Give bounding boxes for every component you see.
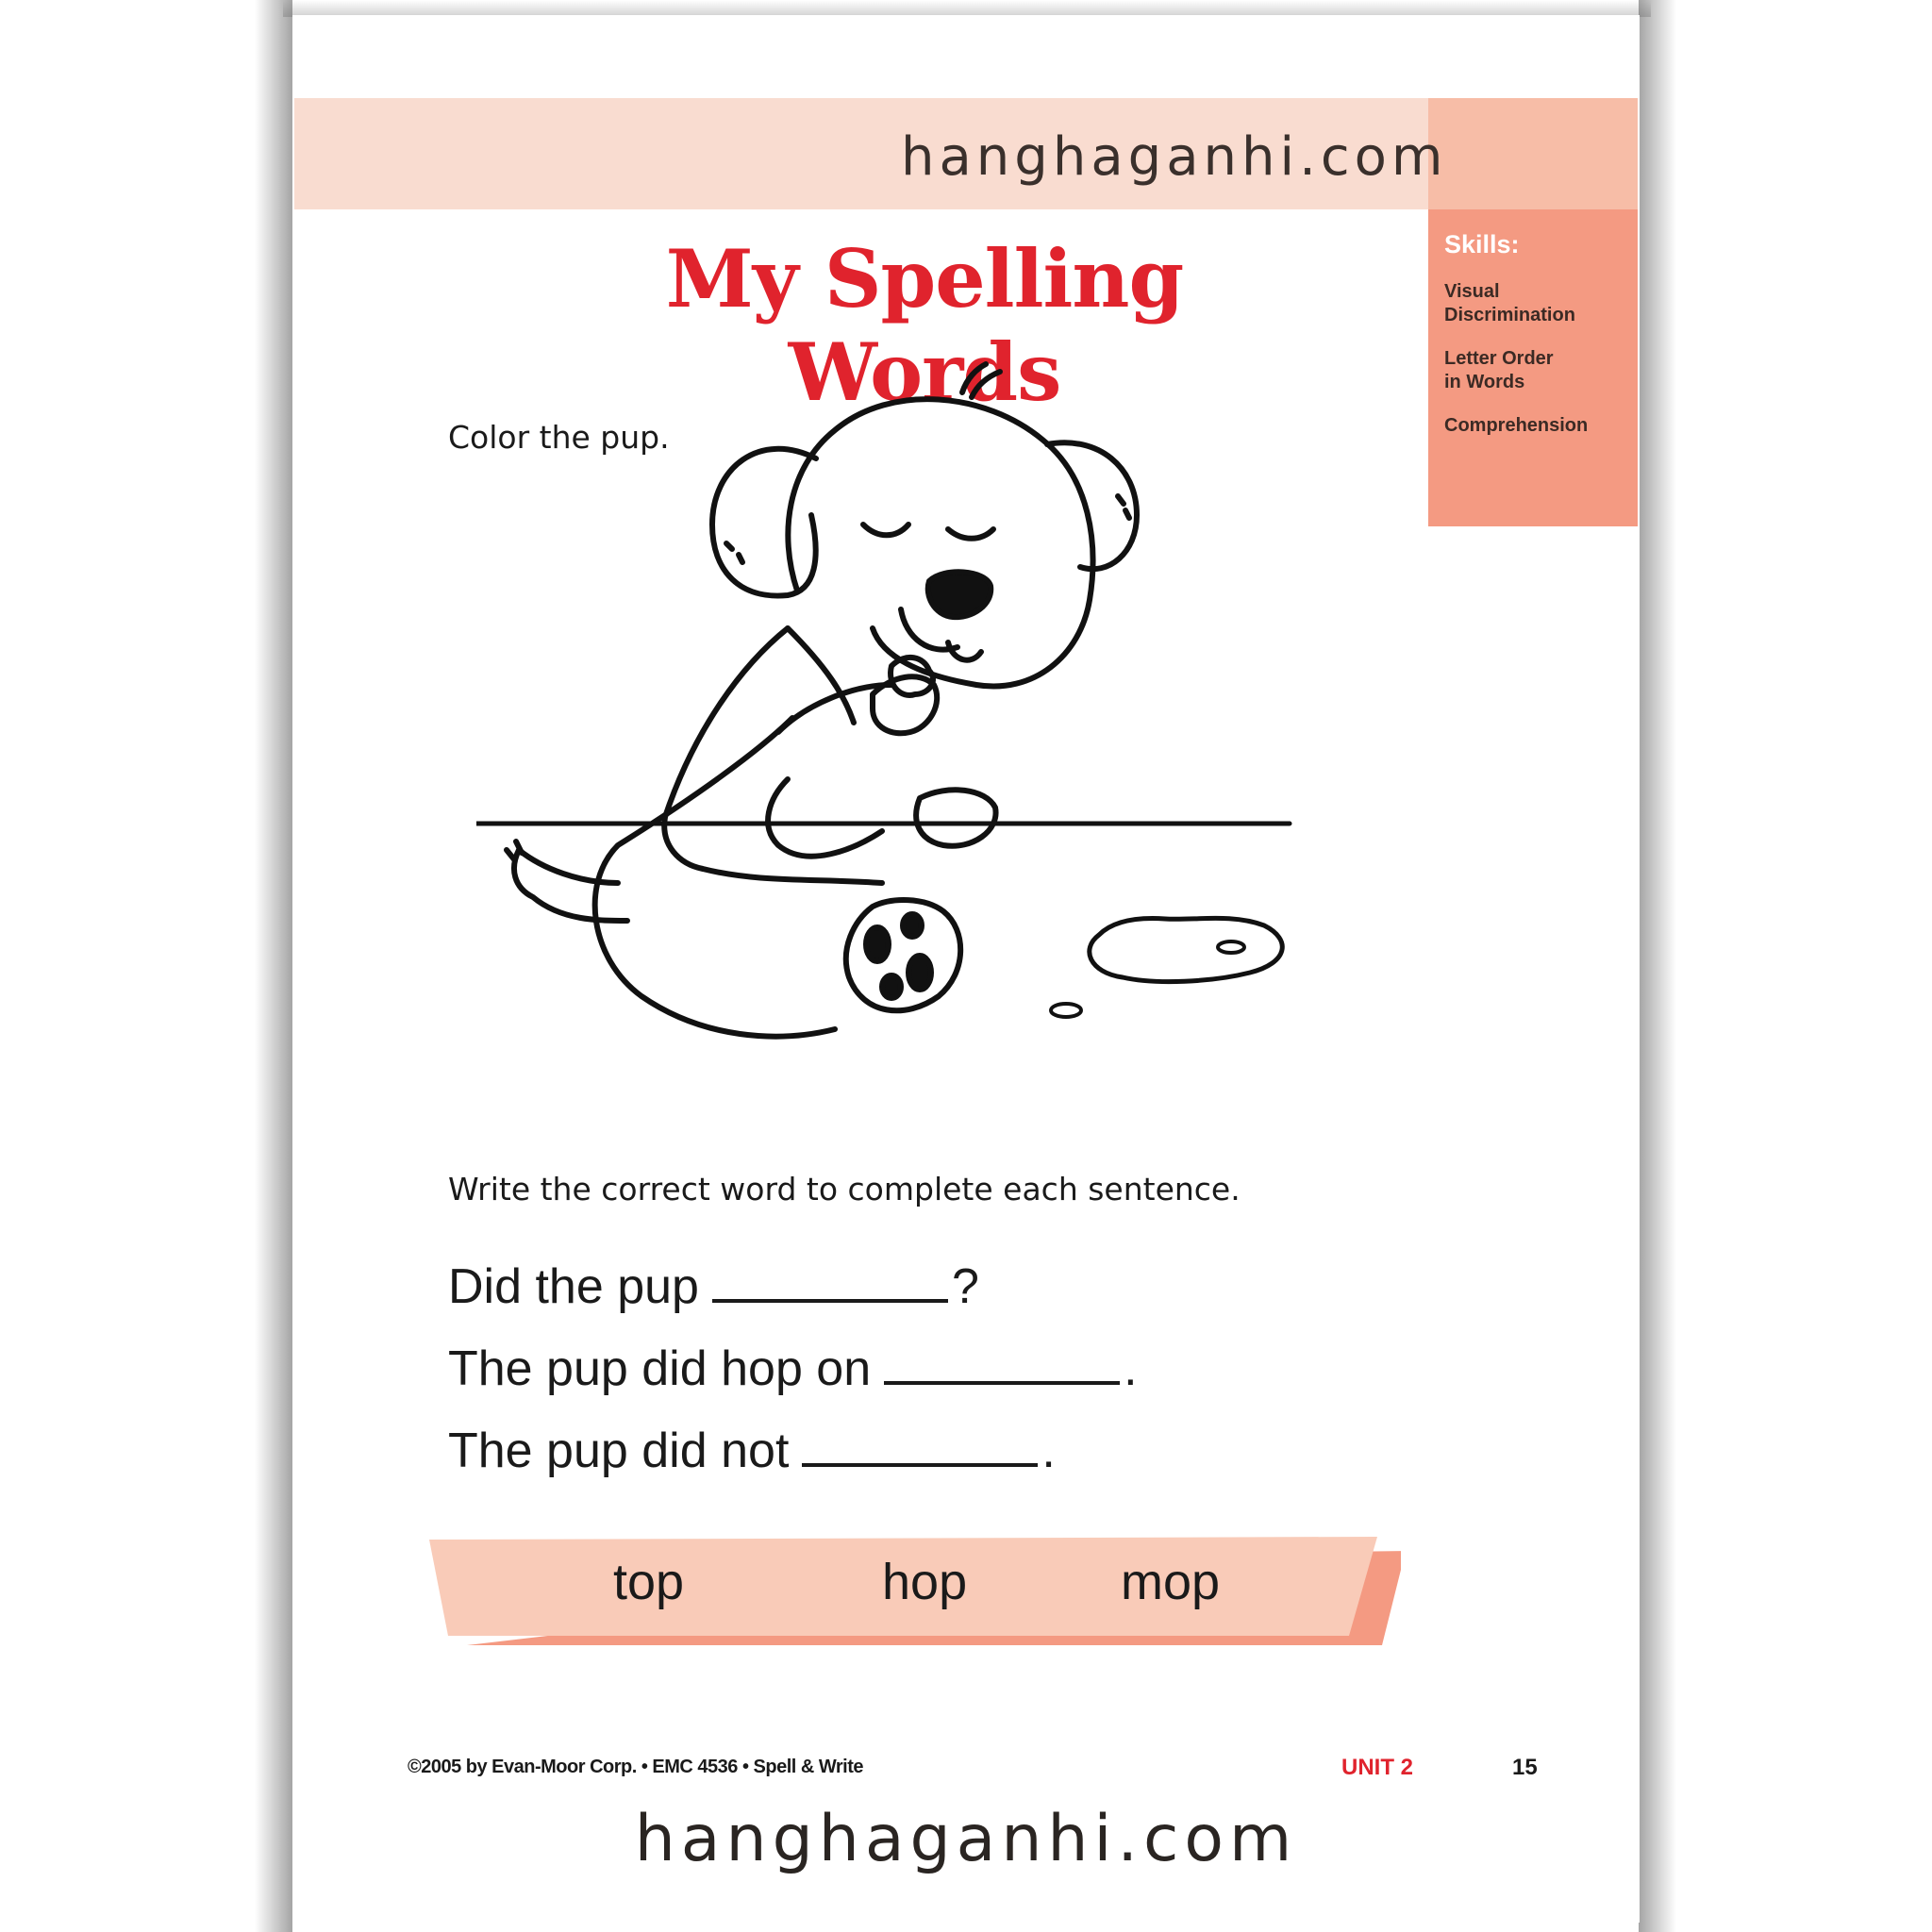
sentence-3 [448, 1423, 1056, 1479]
sentence-text: Did the pup [448, 1259, 699, 1314]
sentence-2 [448, 1341, 1138, 1397]
word-bank-item: hop [882, 1554, 968, 1610]
sentence-text: The pup did hop on [448, 1341, 872, 1396]
skill-item: Letter Order in Words [1444, 348, 1554, 392]
answer-blank[interactable] [884, 1380, 1120, 1385]
sentence-punct: . [1124, 1341, 1138, 1396]
instruction-color: Color the pup. [448, 419, 670, 456]
sentence-punct: . [1041, 1424, 1056, 1478]
worksheet-page [292, 15, 1640, 1923]
page-title: My Spelling Words [665, 232, 1184, 419]
skill-item: Comprehension [1444, 415, 1589, 436]
skill-item: Visual Discrimination [1444, 281, 1575, 325]
word-bank-item: mop [1121, 1554, 1221, 1610]
page-shadow-left [255, 0, 292, 1932]
footer-copyright: ©2005 by Evan-Moor Corp. • EMC 4536 • Spell & Write [408, 1757, 864, 1777]
watermark-bottom: hanghaganhi.com [634, 1802, 1298, 1876]
sentence-text: The pup did not [448, 1424, 790, 1478]
header-band-accent [1428, 98, 1638, 209]
sentence-punct: ? [951, 1259, 979, 1314]
skills-box [1428, 209, 1638, 526]
page-shadow-right [1639, 0, 1676, 1932]
pup-illustration [476, 355, 1325, 1091]
footer-page-number: 15 [1512, 1755, 1538, 1780]
answer-blank[interactable] [802, 1462, 1038, 1467]
sentence-1 [448, 1258, 979, 1315]
footer-unit: UNIT 2 [1341, 1755, 1414, 1780]
instruction-write: Write the correct word to complete each sentence. [448, 1171, 1241, 1208]
skills-title: Skills: [1444, 230, 1520, 258]
watermark-top: hanghaganhi.com [901, 126, 1448, 188]
answer-blank[interactable] [712, 1298, 948, 1303]
word-bank-item: top [613, 1554, 685, 1610]
